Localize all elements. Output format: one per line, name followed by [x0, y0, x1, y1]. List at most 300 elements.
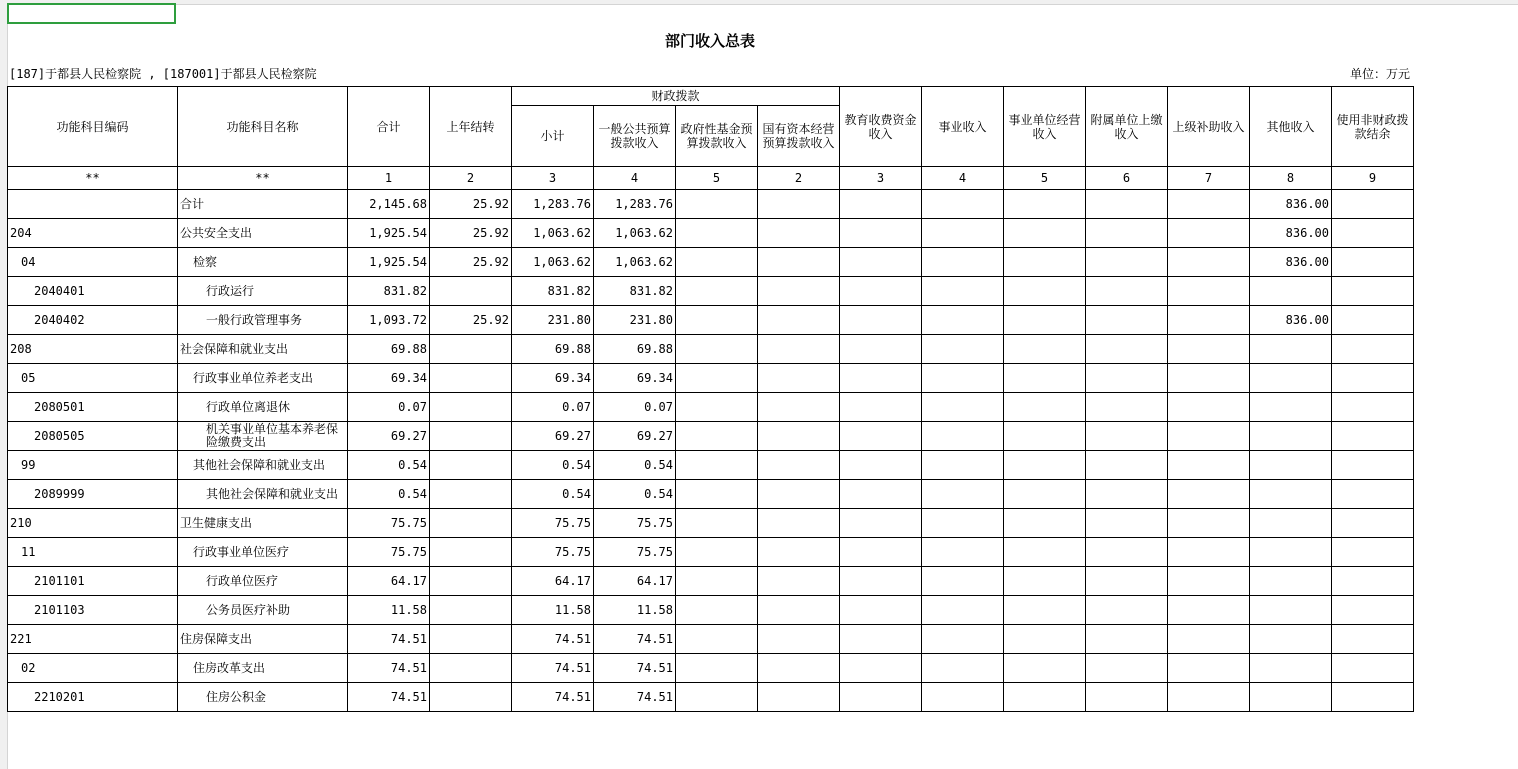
gov-fund-cell[interactable]: [676, 509, 758, 538]
operating-income-cell[interactable]: [1004, 219, 1086, 248]
carryover-cell[interactable]: 25.92: [430, 248, 512, 277]
index-cell[interactable]: 8: [1250, 167, 1332, 190]
education-fee-cell[interactable]: [840, 219, 922, 248]
other-income-cell[interactable]: 836.00: [1250, 190, 1332, 219]
total-cell[interactable]: 64.17: [348, 567, 430, 596]
subtotal-cell[interactable]: 0.54: [512, 480, 594, 509]
education-fee-cell[interactable]: [840, 596, 922, 625]
name-cell[interactable]: 公共安全支出: [178, 219, 348, 248]
general-budget-cell[interactable]: 74.51: [594, 654, 676, 683]
other-income-cell[interactable]: [1250, 596, 1332, 625]
business-income-cell[interactable]: [922, 277, 1004, 306]
header-total[interactable]: 合计: [348, 87, 430, 167]
subsidiary-cell[interactable]: [1086, 596, 1168, 625]
superior-subsidy-cell[interactable]: [1168, 509, 1250, 538]
subtotal-cell[interactable]: 69.88: [512, 335, 594, 364]
non-fiscal-balance-cell[interactable]: [1332, 451, 1414, 480]
carryover-cell[interactable]: [430, 567, 512, 596]
operating-income-cell[interactable]: [1004, 306, 1086, 335]
name-cell[interactable]: 行政事业单位医疗: [178, 538, 348, 567]
other-income-cell[interactable]: [1250, 538, 1332, 567]
name-cell[interactable]: 行政运行: [178, 277, 348, 306]
subsidiary-cell[interactable]: [1086, 190, 1168, 219]
header-other-income[interactable]: 其他收入: [1250, 87, 1332, 167]
operating-income-cell[interactable]: [1004, 480, 1086, 509]
non-fiscal-balance-cell[interactable]: [1332, 306, 1414, 335]
education-fee-cell[interactable]: [840, 625, 922, 654]
superior-subsidy-cell[interactable]: [1168, 190, 1250, 219]
general-budget-cell[interactable]: 0.54: [594, 480, 676, 509]
subtotal-cell[interactable]: 74.51: [512, 683, 594, 712]
code-cell[interactable]: 2089999: [8, 480, 178, 509]
index-cell[interactable]: 5: [676, 167, 758, 190]
state-capital-cell[interactable]: [758, 364, 840, 393]
gov-fund-cell[interactable]: [676, 364, 758, 393]
business-income-cell[interactable]: [922, 393, 1004, 422]
state-capital-cell[interactable]: [758, 248, 840, 277]
superior-subsidy-cell[interactable]: [1168, 393, 1250, 422]
index-cell[interactable]: 1: [348, 167, 430, 190]
operating-income-cell[interactable]: [1004, 625, 1086, 654]
index-cell[interactable]: 2: [430, 167, 512, 190]
state-capital-cell[interactable]: [758, 683, 840, 712]
education-fee-cell[interactable]: [840, 567, 922, 596]
total-cell[interactable]: 74.51: [348, 654, 430, 683]
total-cell[interactable]: 0.54: [348, 451, 430, 480]
superior-subsidy-cell[interactable]: [1168, 219, 1250, 248]
superior-subsidy-cell[interactable]: [1168, 277, 1250, 306]
name-cell[interactable]: 其他社会保障和就业支出: [178, 451, 348, 480]
gov-fund-cell[interactable]: [676, 683, 758, 712]
non-fiscal-balance-cell[interactable]: [1332, 538, 1414, 567]
header-carryover[interactable]: 上年结转: [430, 87, 512, 167]
name-cell[interactable]: 行政单位医疗: [178, 567, 348, 596]
total-cell[interactable]: 1,093.72: [348, 306, 430, 335]
code-cell[interactable]: 2040402: [8, 306, 178, 335]
other-income-cell[interactable]: [1250, 567, 1332, 596]
general-budget-cell[interactable]: 74.51: [594, 625, 676, 654]
business-income-cell[interactable]: [922, 683, 1004, 712]
gov-fund-cell[interactable]: [676, 567, 758, 596]
education-fee-cell[interactable]: [840, 393, 922, 422]
subtotal-cell[interactable]: 74.51: [512, 654, 594, 683]
active-cell-selection[interactable]: [7, 3, 176, 24]
code-cell[interactable]: 05: [8, 364, 178, 393]
non-fiscal-balance-cell[interactable]: [1332, 509, 1414, 538]
business-income-cell[interactable]: [922, 625, 1004, 654]
index-cell[interactable]: 4: [922, 167, 1004, 190]
operating-income-cell[interactable]: [1004, 364, 1086, 393]
general-budget-cell[interactable]: 69.88: [594, 335, 676, 364]
superior-subsidy-cell[interactable]: [1168, 335, 1250, 364]
non-fiscal-balance-cell[interactable]: [1332, 248, 1414, 277]
other-income-cell[interactable]: [1250, 625, 1332, 654]
carryover-cell[interactable]: [430, 683, 512, 712]
code-cell[interactable]: 210: [8, 509, 178, 538]
total-cell[interactable]: 831.82: [348, 277, 430, 306]
code-cell[interactable]: 221: [8, 625, 178, 654]
other-income-cell[interactable]: 836.00: [1250, 248, 1332, 277]
total-cell[interactable]: 74.51: [348, 625, 430, 654]
total-cell[interactable]: 0.07: [348, 393, 430, 422]
general-budget-cell[interactable]: 0.07: [594, 393, 676, 422]
subtotal-cell[interactable]: 0.07: [512, 393, 594, 422]
general-budget-cell[interactable]: 1,063.62: [594, 248, 676, 277]
name-cell[interactable]: 行政事业单位养老支出: [178, 364, 348, 393]
carryover-cell[interactable]: 25.92: [430, 306, 512, 335]
index-cell[interactable]: 6: [1086, 167, 1168, 190]
state-capital-cell[interactable]: [758, 596, 840, 625]
other-income-cell[interactable]: [1250, 277, 1332, 306]
business-income-cell[interactable]: [922, 538, 1004, 567]
superior-subsidy-cell[interactable]: [1168, 654, 1250, 683]
index-cell[interactable]: 7: [1168, 167, 1250, 190]
general-budget-cell[interactable]: 75.75: [594, 538, 676, 567]
gov-fund-cell[interactable]: [676, 219, 758, 248]
state-capital-cell[interactable]: [758, 190, 840, 219]
state-capital-cell[interactable]: [758, 480, 840, 509]
gov-fund-cell[interactable]: [676, 625, 758, 654]
header-operating-income[interactable]: 事业单位经营收入: [1004, 87, 1086, 167]
operating-income-cell[interactable]: [1004, 509, 1086, 538]
header-business-income[interactable]: 事业收入: [922, 87, 1004, 167]
state-capital-cell[interactable]: [758, 567, 840, 596]
total-cell[interactable]: 74.51: [348, 683, 430, 712]
total-cell[interactable]: 2,145.68: [348, 190, 430, 219]
operating-income-cell[interactable]: [1004, 422, 1086, 451]
operating-income-cell[interactable]: [1004, 190, 1086, 219]
name-cell[interactable]: 卫生健康支出: [178, 509, 348, 538]
subtotal-cell[interactable]: 831.82: [512, 277, 594, 306]
superior-subsidy-cell[interactable]: [1168, 306, 1250, 335]
operating-income-cell[interactable]: [1004, 248, 1086, 277]
subtotal-cell[interactable]: 1,063.62: [512, 248, 594, 277]
non-fiscal-balance-cell[interactable]: [1332, 277, 1414, 306]
non-fiscal-balance-cell[interactable]: [1332, 596, 1414, 625]
code-cell[interactable]: 02: [8, 654, 178, 683]
superior-subsidy-cell[interactable]: [1168, 451, 1250, 480]
subsidiary-cell[interactable]: [1086, 335, 1168, 364]
name-cell[interactable]: 行政单位离退休: [178, 393, 348, 422]
gov-fund-cell[interactable]: [676, 451, 758, 480]
subtotal-cell[interactable]: 75.75: [512, 509, 594, 538]
operating-income-cell[interactable]: [1004, 596, 1086, 625]
subtotal-cell[interactable]: 74.51: [512, 625, 594, 654]
header-gov-fund[interactable]: 政府性基金预算拨款收入: [676, 106, 758, 167]
carryover-cell[interactable]: [430, 625, 512, 654]
other-income-cell[interactable]: [1250, 364, 1332, 393]
general-budget-cell[interactable]: 1,063.62: [594, 219, 676, 248]
education-fee-cell[interactable]: [840, 683, 922, 712]
index-cell[interactable]: 2: [758, 167, 840, 190]
operating-income-cell[interactable]: [1004, 335, 1086, 364]
state-capital-cell[interactable]: [758, 306, 840, 335]
carryover-cell[interactable]: [430, 654, 512, 683]
total-cell[interactable]: 75.75: [348, 538, 430, 567]
non-fiscal-balance-cell[interactable]: [1332, 654, 1414, 683]
state-capital-cell[interactable]: [758, 625, 840, 654]
carryover-cell[interactable]: [430, 422, 512, 451]
carryover-cell[interactable]: [430, 393, 512, 422]
header-superior-subsidy[interactable]: 上级补助收入: [1168, 87, 1250, 167]
header-state-capital[interactable]: 国有资本经营预算拨款收入: [758, 106, 840, 167]
subsidiary-cell[interactable]: [1086, 306, 1168, 335]
education-fee-cell[interactable]: [840, 190, 922, 219]
subsidiary-cell[interactable]: [1086, 451, 1168, 480]
superior-subsidy-cell[interactable]: [1168, 248, 1250, 277]
index-cell[interactable]: **: [8, 167, 178, 190]
code-cell[interactable]: 208: [8, 335, 178, 364]
state-capital-cell[interactable]: [758, 654, 840, 683]
operating-income-cell[interactable]: [1004, 393, 1086, 422]
code-cell[interactable]: 2040401: [8, 277, 178, 306]
header-education-fee[interactable]: 教育收费资金收入: [840, 87, 922, 167]
name-cell[interactable]: 合计: [178, 190, 348, 219]
header-fiscal-group[interactable]: 财政拨款: [512, 87, 840, 106]
index-cell[interactable]: 4: [594, 167, 676, 190]
subsidiary-cell[interactable]: [1086, 219, 1168, 248]
index-cell[interactable]: **: [178, 167, 348, 190]
other-income-cell[interactable]: [1250, 335, 1332, 364]
education-fee-cell[interactable]: [840, 509, 922, 538]
state-capital-cell[interactable]: [758, 335, 840, 364]
gov-fund-cell[interactable]: [676, 190, 758, 219]
operating-income-cell[interactable]: [1004, 277, 1086, 306]
education-fee-cell[interactable]: [840, 654, 922, 683]
non-fiscal-balance-cell[interactable]: [1332, 567, 1414, 596]
general-budget-cell[interactable]: 75.75: [594, 509, 676, 538]
total-cell[interactable]: 1,925.54: [348, 219, 430, 248]
non-fiscal-balance-cell[interactable]: [1332, 219, 1414, 248]
general-budget-cell[interactable]: 831.82: [594, 277, 676, 306]
total-cell[interactable]: 0.54: [348, 480, 430, 509]
operating-income-cell[interactable]: [1004, 538, 1086, 567]
business-income-cell[interactable]: [922, 422, 1004, 451]
superior-subsidy-cell[interactable]: [1168, 596, 1250, 625]
code-cell[interactable]: 2210201: [8, 683, 178, 712]
subtotal-cell[interactable]: 1,283.76: [512, 190, 594, 219]
gov-fund-cell[interactable]: [676, 538, 758, 567]
business-income-cell[interactable]: [922, 451, 1004, 480]
subsidiary-cell[interactable]: [1086, 364, 1168, 393]
subsidiary-cell[interactable]: [1086, 625, 1168, 654]
name-cell[interactable]: 其他社会保障和就业支出: [178, 480, 348, 509]
superior-subsidy-cell[interactable]: [1168, 567, 1250, 596]
general-budget-cell[interactable]: 0.54: [594, 451, 676, 480]
superior-subsidy-cell[interactable]: [1168, 480, 1250, 509]
carryover-cell[interactable]: [430, 277, 512, 306]
state-capital-cell[interactable]: [758, 277, 840, 306]
other-income-cell[interactable]: [1250, 451, 1332, 480]
subsidiary-cell[interactable]: [1086, 567, 1168, 596]
business-income-cell[interactable]: [922, 190, 1004, 219]
non-fiscal-balance-cell[interactable]: [1332, 364, 1414, 393]
carryover-cell[interactable]: [430, 509, 512, 538]
business-income-cell[interactable]: [922, 306, 1004, 335]
total-cell[interactable]: 69.34: [348, 364, 430, 393]
business-income-cell[interactable]: [922, 567, 1004, 596]
education-fee-cell[interactable]: [840, 538, 922, 567]
total-cell[interactable]: 69.88: [348, 335, 430, 364]
total-cell[interactable]: 75.75: [348, 509, 430, 538]
carryover-cell[interactable]: [430, 596, 512, 625]
gov-fund-cell[interactable]: [676, 654, 758, 683]
subtotal-cell[interactable]: 64.17: [512, 567, 594, 596]
subsidiary-cell[interactable]: [1086, 654, 1168, 683]
education-fee-cell[interactable]: [840, 422, 922, 451]
header-subsidiary[interactable]: 附属单位上缴收入: [1086, 87, 1168, 167]
non-fiscal-balance-cell[interactable]: [1332, 190, 1414, 219]
state-capital-cell[interactable]: [758, 451, 840, 480]
general-budget-cell[interactable]: 1,283.76: [594, 190, 676, 219]
other-income-cell[interactable]: 836.00: [1250, 306, 1332, 335]
general-budget-cell[interactable]: 74.51: [594, 683, 676, 712]
operating-income-cell[interactable]: [1004, 683, 1086, 712]
general-budget-cell[interactable]: 231.80: [594, 306, 676, 335]
business-income-cell[interactable]: [922, 596, 1004, 625]
carryover-cell[interactable]: [430, 364, 512, 393]
subtotal-cell[interactable]: 69.27: [512, 422, 594, 451]
education-fee-cell[interactable]: [840, 248, 922, 277]
subsidiary-cell[interactable]: [1086, 683, 1168, 712]
gov-fund-cell[interactable]: [676, 306, 758, 335]
gov-fund-cell[interactable]: [676, 596, 758, 625]
other-income-cell[interactable]: [1250, 509, 1332, 538]
subsidiary-cell[interactable]: [1086, 480, 1168, 509]
subtotal-cell[interactable]: 1,063.62: [512, 219, 594, 248]
other-income-cell[interactable]: 836.00: [1250, 219, 1332, 248]
non-fiscal-balance-cell[interactable]: [1332, 683, 1414, 712]
education-fee-cell[interactable]: [840, 277, 922, 306]
name-cell[interactable]: 住房公积金: [178, 683, 348, 712]
code-cell[interactable]: 2080501: [8, 393, 178, 422]
general-budget-cell[interactable]: 11.58: [594, 596, 676, 625]
code-cell[interactable]: 99: [8, 451, 178, 480]
other-income-cell[interactable]: [1250, 683, 1332, 712]
superior-subsidy-cell[interactable]: [1168, 538, 1250, 567]
education-fee-cell[interactable]: [840, 335, 922, 364]
name-cell[interactable]: 一般行政管理事务: [178, 306, 348, 335]
business-income-cell[interactable]: [922, 654, 1004, 683]
superior-subsidy-cell[interactable]: [1168, 422, 1250, 451]
subsidiary-cell[interactable]: [1086, 277, 1168, 306]
general-budget-cell[interactable]: 64.17: [594, 567, 676, 596]
code-cell[interactable]: 2101101: [8, 567, 178, 596]
name-cell[interactable]: 公务员医疗补助: [178, 596, 348, 625]
carryover-cell[interactable]: [430, 480, 512, 509]
subsidiary-cell[interactable]: [1086, 422, 1168, 451]
state-capital-cell[interactable]: [758, 393, 840, 422]
other-income-cell[interactable]: [1250, 393, 1332, 422]
carryover-cell[interactable]: [430, 335, 512, 364]
header-subtotal[interactable]: 小计: [512, 106, 594, 167]
subsidiary-cell[interactable]: [1086, 538, 1168, 567]
carryover-cell[interactable]: [430, 451, 512, 480]
gov-fund-cell[interactable]: [676, 393, 758, 422]
non-fiscal-balance-cell[interactable]: [1332, 625, 1414, 654]
column-header-strip[interactable]: [0, 0, 1518, 5]
state-capital-cell[interactable]: [758, 422, 840, 451]
index-cell[interactable]: 3: [512, 167, 594, 190]
superior-subsidy-cell[interactable]: [1168, 364, 1250, 393]
other-income-cell[interactable]: [1250, 422, 1332, 451]
index-cell[interactable]: 5: [1004, 167, 1086, 190]
business-income-cell[interactable]: [922, 248, 1004, 277]
state-capital-cell[interactable]: [758, 219, 840, 248]
education-fee-cell[interactable]: [840, 451, 922, 480]
header-general-budget[interactable]: 一般公共预算拨款收入: [594, 106, 676, 167]
name-cell[interactable]: 机关事业单位基本养老保险缴费支出: [178, 422, 348, 451]
name-cell[interactable]: 检察: [178, 248, 348, 277]
education-fee-cell[interactable]: [840, 306, 922, 335]
code-cell[interactable]: 11: [8, 538, 178, 567]
code-cell[interactable]: [8, 190, 178, 219]
superior-subsidy-cell[interactable]: [1168, 683, 1250, 712]
business-income-cell[interactable]: [922, 480, 1004, 509]
business-income-cell[interactable]: [922, 335, 1004, 364]
header-non-fiscal-balance[interactable]: 使用非财政拨款结余: [1332, 87, 1414, 167]
subtotal-cell[interactable]: 69.34: [512, 364, 594, 393]
header-code[interactable]: 功能科目编码: [8, 87, 178, 167]
subsidiary-cell[interactable]: [1086, 509, 1168, 538]
general-budget-cell[interactable]: 69.27: [594, 422, 676, 451]
name-cell[interactable]: 住房改革支出: [178, 654, 348, 683]
business-income-cell[interactable]: [922, 364, 1004, 393]
code-cell[interactable]: 04: [8, 248, 178, 277]
code-cell[interactable]: 2101103: [8, 596, 178, 625]
subsidiary-cell[interactable]: [1086, 393, 1168, 422]
other-income-cell[interactable]: [1250, 654, 1332, 683]
operating-income-cell[interactable]: [1004, 654, 1086, 683]
subtotal-cell[interactable]: 0.54: [512, 451, 594, 480]
education-fee-cell[interactable]: [840, 480, 922, 509]
state-capital-cell[interactable]: [758, 538, 840, 567]
state-capital-cell[interactable]: [758, 509, 840, 538]
name-cell[interactable]: 住房保障支出: [178, 625, 348, 654]
subtotal-cell[interactable]: 11.58: [512, 596, 594, 625]
index-cell[interactable]: 9: [1332, 167, 1414, 190]
total-cell[interactable]: 11.58: [348, 596, 430, 625]
non-fiscal-balance-cell[interactable]: [1332, 422, 1414, 451]
code-cell[interactable]: 204: [8, 219, 178, 248]
subtotal-cell[interactable]: 231.80: [512, 306, 594, 335]
operating-income-cell[interactable]: [1004, 567, 1086, 596]
header-name[interactable]: 功能科目名称: [178, 87, 348, 167]
gov-fund-cell[interactable]: [676, 277, 758, 306]
non-fiscal-balance-cell[interactable]: [1332, 335, 1414, 364]
carryover-cell[interactable]: 25.92: [430, 219, 512, 248]
operating-income-cell[interactable]: [1004, 451, 1086, 480]
name-cell[interactable]: 社会保障和就业支出: [178, 335, 348, 364]
gov-fund-cell[interactable]: [676, 480, 758, 509]
business-income-cell[interactable]: [922, 219, 1004, 248]
education-fee-cell[interactable]: [840, 364, 922, 393]
other-income-cell[interactable]: [1250, 480, 1332, 509]
gov-fund-cell[interactable]: [676, 422, 758, 451]
subsidiary-cell[interactable]: [1086, 248, 1168, 277]
non-fiscal-balance-cell[interactable]: [1332, 393, 1414, 422]
gov-fund-cell[interactable]: [676, 335, 758, 364]
carryover-cell[interactable]: [430, 538, 512, 567]
code-cell[interactable]: 2080505: [8, 422, 178, 451]
subtotal-cell[interactable]: 75.75: [512, 538, 594, 567]
index-cell[interactable]: 3: [840, 167, 922, 190]
superior-subsidy-cell[interactable]: [1168, 625, 1250, 654]
total-cell[interactable]: 1,925.54: [348, 248, 430, 277]
general-budget-cell[interactable]: 69.34: [594, 364, 676, 393]
non-fiscal-balance-cell[interactable]: [1332, 480, 1414, 509]
business-income-cell[interactable]: [922, 509, 1004, 538]
